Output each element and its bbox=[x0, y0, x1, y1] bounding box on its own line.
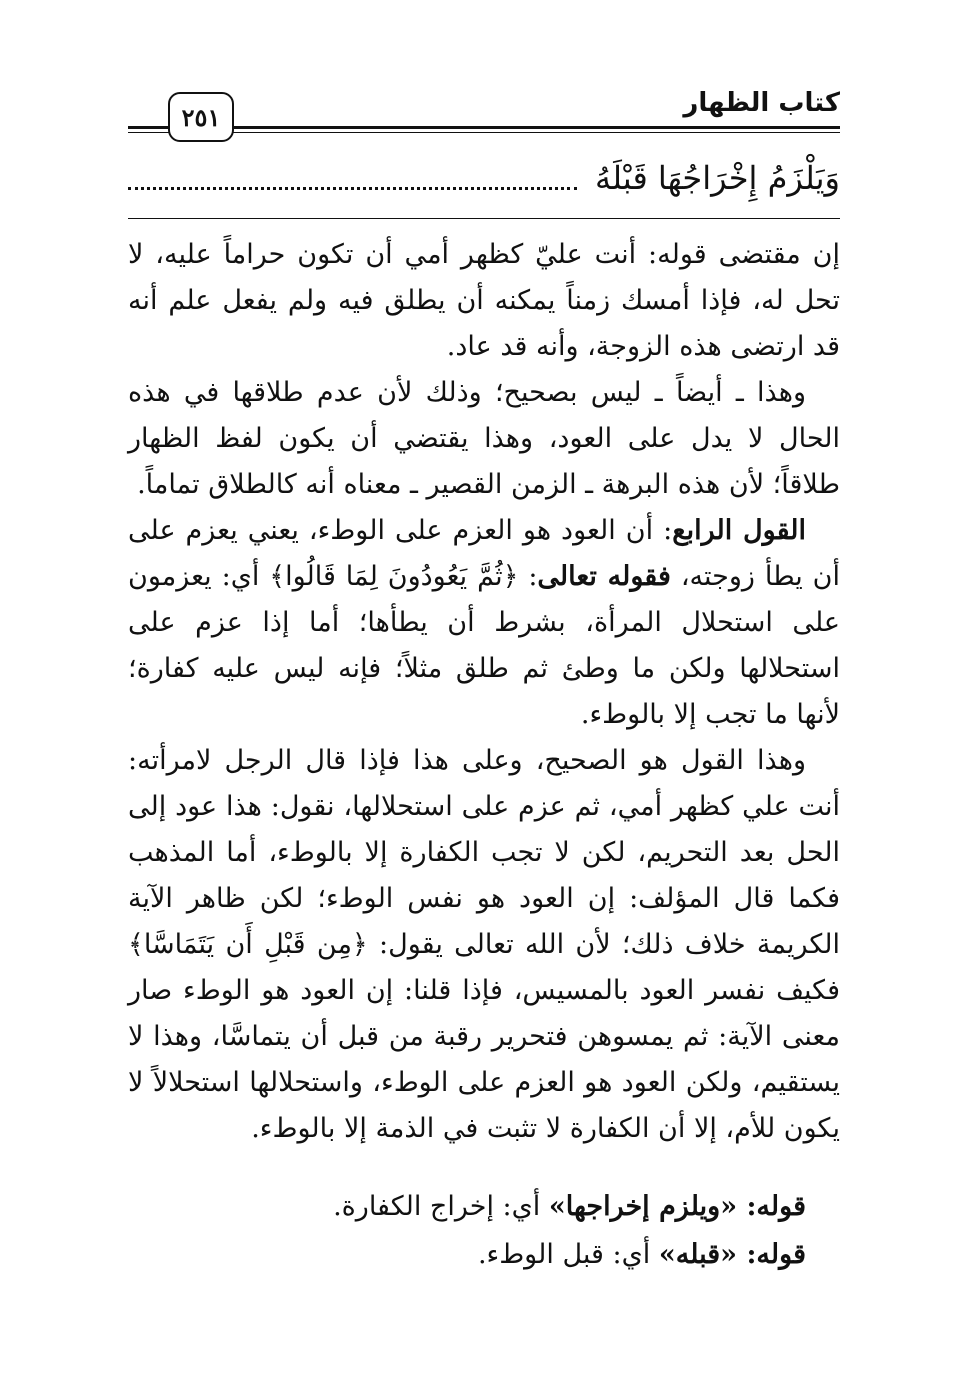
paragraph-2: وهذا ـ أيضاً ـ ليس بصحيح؛ وذلك لأن عدم طلاقها في هذه الحال لا يدل على العود، وهذا يقتضي أن يكون لفظ الظهار طلاقاً؛ لأن هذه البرهة ـ الزمن القصير ـ معناه أنه كالطلاق تماماً. bbox=[128, 377, 840, 500]
gloss-1-label: قوله: bbox=[746, 1191, 806, 1222]
page-header bbox=[128, 88, 840, 134]
paragraph-3-part-c: : ﴿ثُمَّ يَعُودُونَ لِمَا قَالُوا﴾ أي: يعزمون على استحلال المرأة، بشرط أن يطأها؛ أما إذا عزم على استحلالها ولكن ما وطئ ثم طلق مثلاً؛ فإنه ليس عليه كفارة؛ لأنها ما تجب إلا بالوطء. bbox=[128, 561, 840, 730]
matn-text: وَيَلْزَمُ إِخْرَاجُهَا قَبْلَهُ bbox=[595, 159, 840, 197]
paragraph-3-label: القول الرابع bbox=[672, 515, 806, 546]
paragraph-1: إن مقتضى قوله: أنت عليّ كظهر أمي أن تكون حراماً عليه، لا تحل له، فإذا أمسك زمناً يمكنه أن يطلق فيه ولم يفعل علم أنه قد ارتضى هذه الزوجة، وأنه قد عاد. bbox=[128, 239, 840, 362]
gloss-2-label: قوله: bbox=[746, 1239, 806, 1270]
paragraph-3-bold-phrase: فقوله تعالى bbox=[537, 561, 671, 592]
page-number: ٢٥١ bbox=[168, 92, 234, 142]
gloss-2-quote: «قبله» bbox=[658, 1239, 747, 1270]
gloss-2-rest: أي: قبل الوطء. bbox=[477, 1239, 659, 1270]
paragraph-3-part-a: : أن العود هو العزم على الوطء، يعني يعزم على أن يطأ زوجته، bbox=[128, 515, 840, 592]
book-title: كتاب الظهار bbox=[683, 88, 840, 118]
matn-separator bbox=[128, 218, 840, 219]
gloss-line-1 bbox=[128, 1184, 840, 1230]
paragraph-4: وهذا القول هو الصحيح، وعلى هذا فإذا قال الرجل لامرأته: أنت علي كظهر أمي، ثم عزم على استحلالها، نقول: هذا عود إلى الحل بعد التحريم، لكن لا تجب الكفارة إلا بالوطء، أما المذهب فكما قال المؤلف: إن العود هو نفس الوطء؛ لكن ظاهر الآية الكريمة خلاف ذلك؛ لأن الله تعالى يقول: ﴿مِن قَبْلِ أَن يَتَمَاسَّا﴾ فكيف نفسر العود بالمسيس، فإذا قلنا: إن العود هو الوطء صار معنى الآية: ثم يمسوهن فتحرير رقبة من قبل أن يتماسَّا، وهذا لا يستقيم، ولكن العود هو العزم على الوطء، واستحلالها استحلالاً لا يكون للأم، إلا أن الكفارة لا تثبت في الذمة إلا بالوطء. bbox=[128, 745, 840, 1144]
paragraph-3 bbox=[128, 508, 840, 738]
gloss-line-2 bbox=[128, 1232, 840, 1278]
matn-dotted-leader bbox=[128, 185, 577, 190]
commentary-body bbox=[128, 232, 840, 1152]
gloss-1-rest: أي: إخراج الكفارة. bbox=[333, 1191, 549, 1222]
gloss-1-quote: «ويلزم إخراجها» bbox=[548, 1191, 747, 1222]
matn-line bbox=[128, 150, 840, 206]
